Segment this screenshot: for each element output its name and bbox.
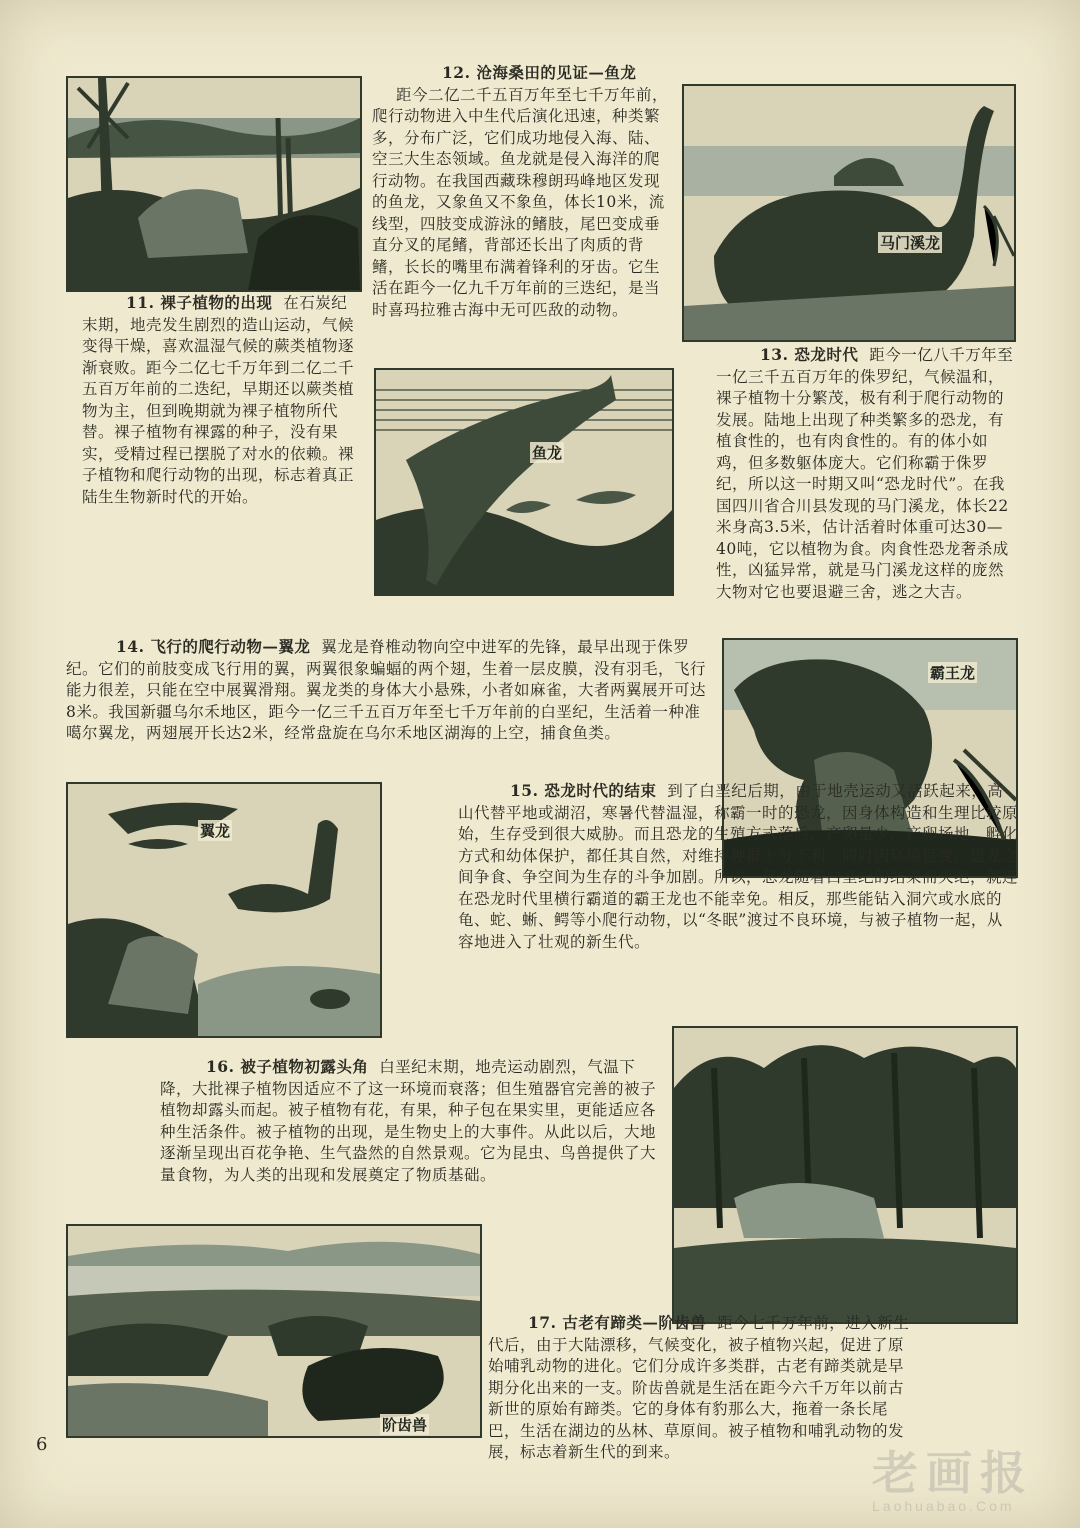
section-14-title: 14. 飞行的爬行动物—翼龙 <box>116 637 311 656</box>
section-17 <box>488 1312 918 1464</box>
section-16-title: 16. 被子植物初露头角 <box>206 1057 369 1076</box>
section-17-title: 17. 古老有蹄类—阶齿兽 <box>528 1313 707 1332</box>
section-11-title: 11. 裸子植物的出现 <box>126 293 273 312</box>
section-15-title: 15. 恐龙时代的结束 <box>510 781 657 800</box>
pterosaur-caption: 翼龙 <box>200 822 231 840</box>
section-13-title: 13. 恐龙时代 <box>760 345 859 364</box>
coryphodon-illustration <box>66 1224 482 1438</box>
section-13 <box>716 344 1014 603</box>
tyrannosaurus-caption: 霸王龙 <box>930 664 976 682</box>
section-16 <box>160 1056 666 1186</box>
section-12-body: 距今二亿二千五百万年至七千万年前，爬行动物进入中生代后演化迅速，种类繁多，分布广泛，它们成功地侵入海、陆、空三大生态领域。鱼龙就是侵入海洋的爬行动物。在我国西藏珠穆朗玛峰地区发现的鱼龙，又象鱼又不象鱼，体长10米，流线型，四肢变成游泳的鳍肢，尾巴变成垂直分叉的尾鳍，背部还长出了肉质的背鳍，长长的嘴里布满着锋利的牙齿。它生活在距今一亿九千万年前的三迭纪，是当时喜玛拉雅古海中无可匹敌的动物。 <box>372 85 669 319</box>
gymnosperm-illustration <box>66 76 362 292</box>
section-12 <box>372 62 668 321</box>
section-12-title: 12. 沧海桑田的见证—鱼龙 <box>442 63 637 82</box>
watermark <box>872 1448 1062 1518</box>
section-14 <box>66 636 712 745</box>
section-16-body: 白垩纪末期，地壳运动剧烈，气温下降，大批裸子植物因适应不了这一环境而衰落；但生殖器官完善的被子植物却露头而起。被子植物有花，有果，种子包在果实里，更能适应各种生活条件。被子植物的出现，是生物史上的大事件。从此以后，大地逐渐呈现出百花争艳、生气盎然的自然景观。它为昆虫、鸟兽提供了大量食物，为人类的出现和发展奠定了物质基础。 <box>160 1058 657 1184</box>
ichthyosaur-caption: 鱼龙 <box>532 444 563 462</box>
page-number: 6 <box>36 1434 48 1455</box>
ichthyosaur-illustration <box>374 368 674 596</box>
section-11 <box>82 292 358 508</box>
watermark-title: 老画报 <box>872 1446 1034 1500</box>
mamenchisaurus-caption: 马门溪龙 <box>880 234 941 252</box>
section-15-body: 到了白垩纪后期，由于地壳运动又活跃起来，高山代替平地或湖沼，寒暑代替温湿，称霸一时的恐龙，因身体构造和生理比较原始，生存受到很大威胁。而且恐龙的生殖方式落后，产卵量少，产卵场地、孵化方式和幼体保护，都任其自然，对维持种群十分不利。同时因环境巨变，恐龙之间争食、争空间为生存的斗争加剧。所以，恐龙随着白垩纪的结束而灭绝，就连在恐龙时代里横行霸道的霸王龙也不能幸免。相反，那些能钻入洞穴或水底的龟、蛇、蜥、鳄等小爬行动物，以“冬眠”渡过不良环境，与被子植物一起，从容地进入了壮观的新生代。 <box>458 782 1019 951</box>
coryphodon-caption: 阶齿兽 <box>382 1416 428 1434</box>
angiosperm-forest-illustration <box>672 1026 1018 1324</box>
watermark-site: Laohuabao.Com <box>872 1498 1015 1514</box>
mamenchisaurus-illustration <box>682 84 1016 342</box>
section-11-body: 在石炭纪末期，地壳发生剧烈的造山运动，气候变得干燥，喜欢温湿气候的蕨类植物逐渐衰败。距今二亿七千万年到二亿二千五百万年前的二迭纪，早期还以蕨类植物为主，但到晚期就为裸子植物所代替。裸子植物有裸露的种子，没有果实，受精过程已摆脱了对水的依赖。裸子植物和爬行动物的出现，标志着真正陆生生物新时代的开始。 <box>82 294 355 506</box>
section-15 <box>458 780 1018 953</box>
section-17-body: 距今七千万年前，进入新生代后，由于大陆漂移，气候变化，被子植物兴起，促进了原始哺乳动物的进化。它们分成许多类群，古老有蹄类就是早期分化出来的一支。阶齿兽就是生活在距今六千万年以前古新世的原始有蹄类。它的身体有豹那么大，拖着一条长尾巴，生活在湖边的丛林、草原间。被子植物和哺乳动物的发展，标志着新生代的到来。 <box>488 1314 910 1461</box>
section-14-body: 翼龙是脊椎动物向空中进军的先锋，最早出现于侏罗纪。它们的前肢变成飞行用的翼，两翼很象蝙蝠的两个翅，生着一层皮膜，没有羽毛，飞行能力很差，只能在空中展翼滑翔。翼龙类的身体大小悬殊，小者如麻雀，大者两翼展开可达8米。我国新疆乌尔禾地区，距今一亿三千五百万年至七千万年前的白垩纪，生活着一种准噶尔翼龙，两翅展开长达2米，经常盘旋在乌尔禾地区湖海的上空，捕食鱼类。 <box>66 638 707 742</box>
section-13-body: 距今一亿八千万年至一亿三千五百万年的侏罗纪，气候温和，裸子植物十分繁茂，极有利于爬行动物的发展。陆地上出现了种类繁多的恐龙，有植食性的，也有肉食性的。有的体小如鸡，但多数躯体庞大。它们称霸于侏罗纪，所以这一时期又叫“恐龙时代”。在我国四川省合川县发现的马门溪龙，体长22米身高3.5米，估计活着时体重可达30—40吨，它以植物为食。肉食性恐龙奢杀成性，凶猛异常，就是马门溪龙这样的庞然大物对它也要退避三舍，逃之大吉。 <box>716 346 1014 601</box>
